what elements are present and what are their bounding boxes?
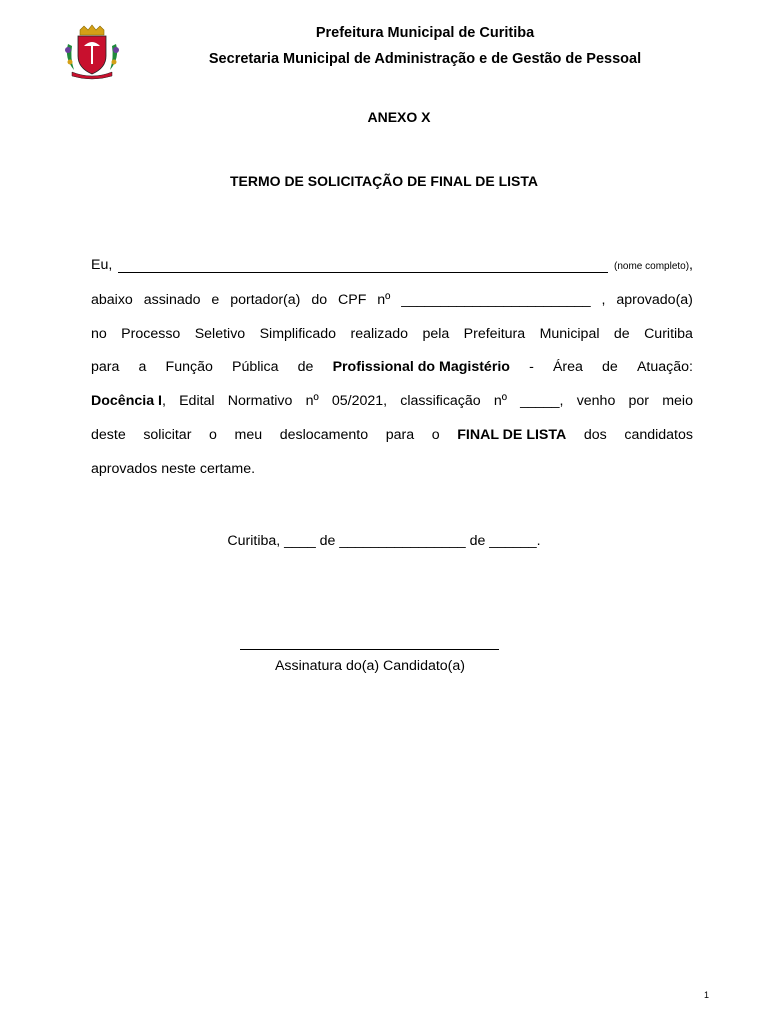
name-blank (118, 259, 608, 273)
word: do (311, 291, 328, 308)
word: Simplificado (259, 325, 337, 342)
word: deste (91, 426, 126, 443)
body-line-7 (91, 453, 693, 487)
word: nº (305, 393, 319, 410)
word: aprovado(a) (616, 291, 693, 308)
word: Seletivo (194, 325, 246, 342)
word: nº (377, 291, 391, 308)
word: Atuação: (636, 359, 693, 376)
word: e (211, 291, 220, 308)
word: de (297, 359, 314, 376)
word: o (431, 426, 440, 443)
word: a (138, 359, 147, 376)
word: realizado (350, 325, 409, 342)
word: , (601, 291, 606, 308)
body-paragraph (91, 249, 693, 487)
word: para (91, 359, 120, 376)
body-line-3 (91, 318, 693, 352)
cpf-blank: ________________________ (401, 291, 591, 308)
header-institution: Prefeitura Municipal de Curitiba (315, 25, 535, 41)
body-line-1 (91, 249, 693, 284)
header-department: Secretaria Municipal de Administração e de Gestão de Pessoal (208, 51, 642, 67)
word: dos (583, 426, 607, 443)
signature-line (240, 649, 499, 650)
word: classificação (400, 393, 481, 410)
closing-text: aprovados neste certame. (91, 460, 256, 477)
bold-final-de-lista: FINAL DE LISTA (457, 426, 567, 443)
bold-role-name: Profissional do Magistério (332, 359, 510, 376)
word: Curitiba (644, 325, 693, 342)
word: pela (422, 325, 450, 342)
word: meio (662, 393, 693, 410)
word: nº (493, 393, 507, 410)
word: , (161, 393, 166, 410)
word: Municipal (539, 325, 600, 342)
word: deslocamento (279, 426, 369, 443)
word: Prefeitura (463, 325, 526, 342)
word: Função (165, 359, 213, 376)
bold-area-name: Docência I (91, 393, 162, 410)
body-line-4 (91, 351, 693, 385)
date-line: Curitiba, ____ de ________________ de ______. (227, 533, 541, 549)
body-line-2 (91, 284, 693, 318)
bold-area-wrap (91, 385, 166, 419)
curitiba-coat-of-arms-icon (62, 24, 122, 80)
word: Edital (179, 393, 215, 410)
word: assinado (143, 291, 201, 308)
name-note-wrap (614, 249, 693, 284)
annex-title: ANEXO X (367, 109, 431, 125)
word: portador(a) (230, 291, 301, 308)
word: solicitar (143, 426, 192, 443)
classification-blank: _____, (520, 393, 564, 410)
word: abaixo (91, 291, 133, 308)
word: - (529, 359, 534, 376)
word: CPF (338, 291, 367, 308)
text-eu: Eu, (91, 257, 113, 273)
word: de (602, 359, 618, 376)
name-note: (nome completo) (614, 261, 690, 272)
body-line-6 (91, 419, 693, 453)
comma: , (689, 257, 693, 273)
signature-label: Assinatura do(a) Candidato(a) (274, 658, 466, 674)
word: meu (234, 426, 263, 443)
word: Processo (121, 325, 181, 342)
word: venho (576, 393, 616, 410)
word: por (628, 393, 650, 410)
body-line-5 (91, 385, 693, 419)
word: Pública (232, 359, 279, 376)
word: Área (552, 359, 583, 376)
word: 05/2021, (331, 393, 388, 410)
word: de (613, 325, 630, 342)
document-title: TERMO DE SOLICITAÇÃO DE FINAL DE LISTA (230, 173, 538, 189)
word: o (209, 426, 217, 443)
word: candidatos (624, 426, 693, 443)
word: para (385, 426, 415, 443)
word: Normativo (227, 393, 293, 410)
page-number: 1 (704, 990, 710, 1000)
word: no (91, 325, 107, 342)
